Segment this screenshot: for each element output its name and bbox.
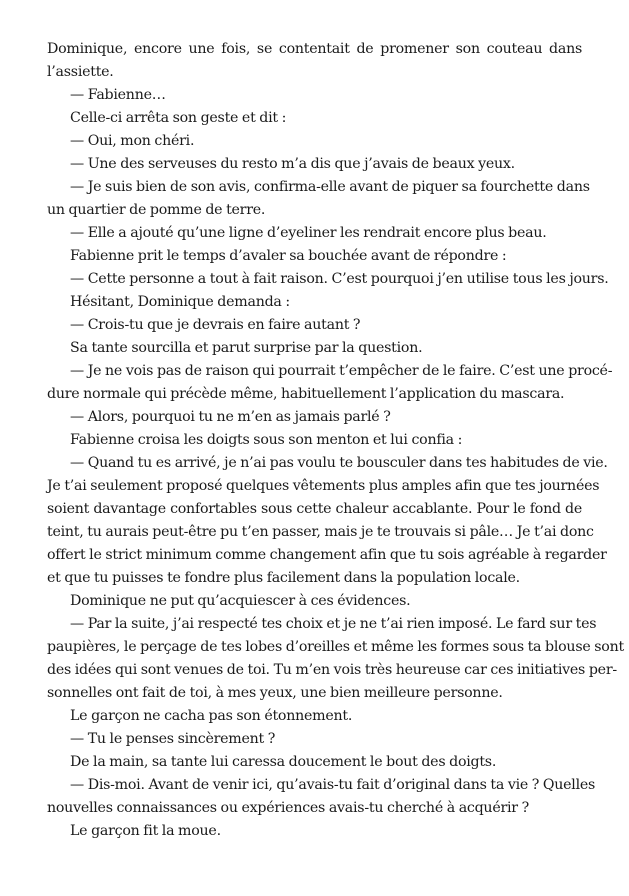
text-line: des idées qui sont venues de toi. Tu m’en vois très heureuse car ces initiatives per- [47,662,617,678]
text-line: paupières, le perçage de tes lobes d’oreilles et même les formes sous ta blouse sont [47,639,624,655]
book-page-text [47,38,624,843]
text-line: — Tu le penses sincèrement ? [70,731,276,747]
text-line: soient davantage confortables sous cette chaleur accablante. Pour le fond de [47,501,582,517]
text-line: un quartier de pomme de terre. [47,202,266,218]
text-line: Dominique, encore une fois, se contentait de promener son couteau dans [47,41,582,57]
text-line: Dominique ne put qu’acquiescer à ces évidences. [70,593,411,609]
text-line: — Cette personne a tout à fait raison. C’est pourquoi j’en utilise tous les jours. [70,271,609,287]
text-line: Fabienne prit le temps d’avaler sa bouchée avant de répondre : [70,248,507,264]
text-line: Fabienne croisa les doigts sous son menton et lui confia : [70,432,463,448]
text-line: Le garçon fit la moue. [70,823,221,839]
text-line: — Alors, pourquoi tu ne m’en as jamais parlé ? [70,409,391,425]
text-line: — Une des serveuses du resto m’a dis que j’avais de beaux yeux. [70,156,515,172]
text-line: — Je ne vois pas de raison qui pourrait t’empêcher de le faire. C’est une procé- [70,363,613,379]
text-line: offert le strict minimum comme changement afin que tu sois agréable à regarder [47,547,607,563]
text-line: Je t’ai seulement proposé quelques vêtements plus amples afin que tes journées [47,478,600,494]
text-line: Celle-ci arrêta son geste et dit : [70,110,287,126]
text-line: nouvelles connaissances ou expériences avais-tu cherché à acquérir ? [47,800,529,816]
text-line: — Fabienne… [70,87,166,103]
text-line: Le garçon ne cacha pas son étonnement. [70,708,353,724]
text-line: Hésitant, Dominique demanda : [70,294,290,310]
text-line: — Oui, mon chéri. [70,133,195,149]
text-line: dure normale qui précède même, habituellement l’application du mascara. [47,386,565,402]
text-line: sonnelles ont fait de toi, à mes yeux, une bien meilleure personne. [47,685,503,701]
text-line: l’assiette. [47,64,114,80]
text-line: Sa tante sourcilla et parut surprise par la question. [70,340,423,356]
text-line: — Je suis bien de son avis, confirma-elle avant de piquer sa fourchette dans [70,179,590,195]
text-line: — Elle a ajouté qu’une ligne d’eyeliner les rendrait encore plus beau. [70,225,547,241]
text-line: De la main, sa tante lui caressa doucement le bout des doigts. [70,754,497,770]
text-line: — Quand tu es arrivé, je n’ai pas voulu te bousculer dans tes habitudes de vie. [70,455,608,471]
text-line: teint, tu aurais peut-être pu t’en passer, mais je te trouvais si pâle… Je t’ai donc [47,524,594,540]
text-line: et que tu puisses te fondre plus facilement dans la population locale. [47,570,520,586]
text-line: — Crois-tu que je devrais en faire autant ? [70,317,361,333]
text-line: — Dis-moi. Avant de venir ici, qu’avais-tu fait d’original dans ta vie ? Quelles [70,777,596,793]
text-line: — Par la suite, j’ai respecté tes choix et je ne t’ai rien imposé. Le fard sur tes [70,616,597,632]
